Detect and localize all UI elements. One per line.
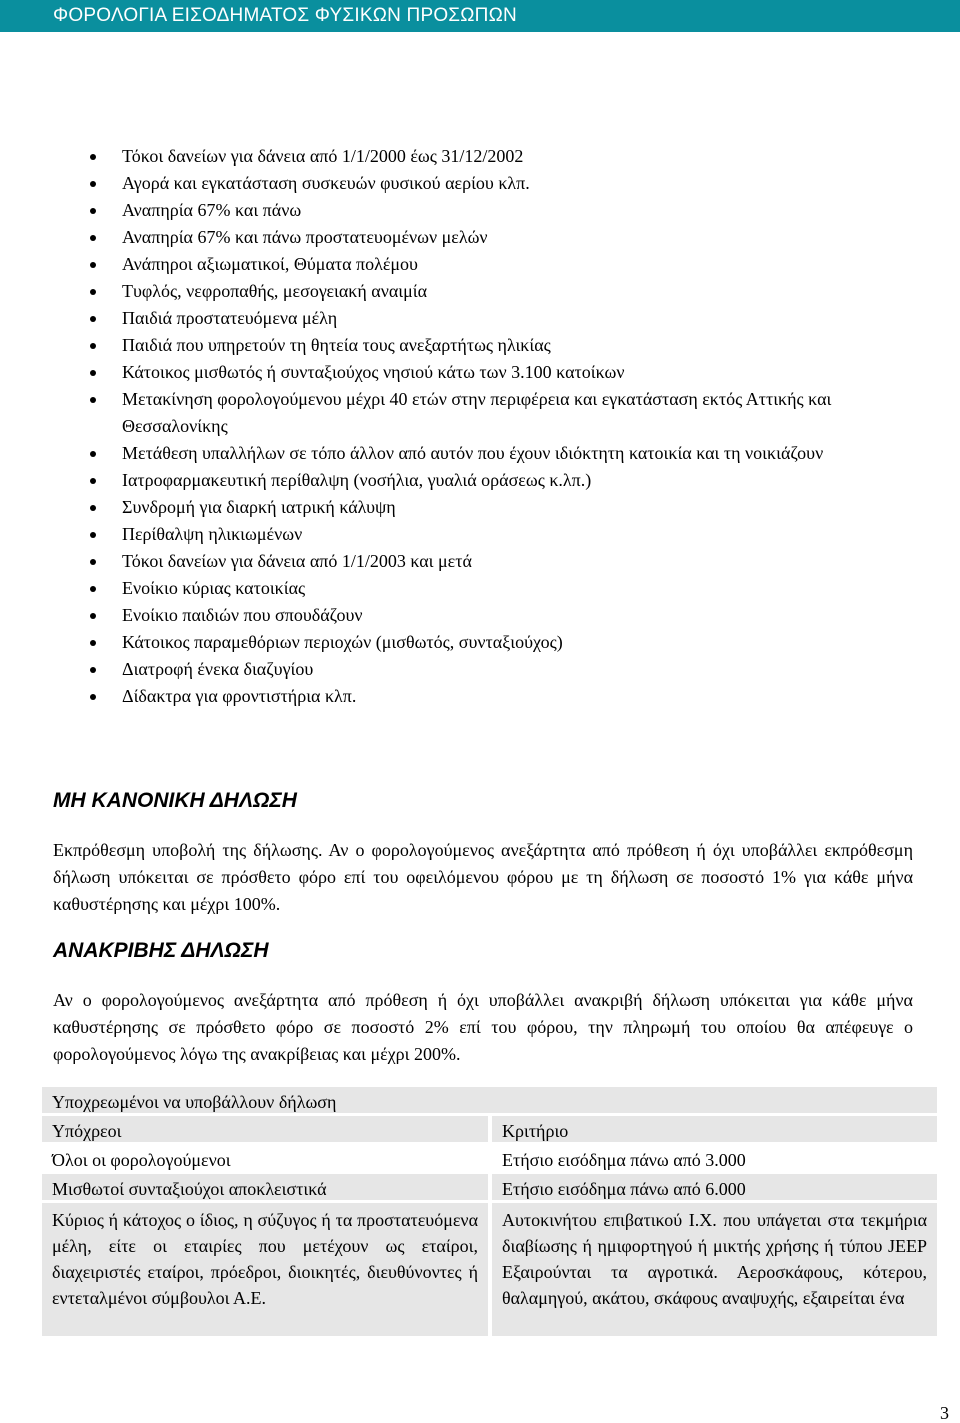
- bullet-icon: [90, 613, 96, 619]
- list-item: Ενοίκιο κύριας κατοικίας: [122, 575, 922, 602]
- list-item: Τόκοι δανείων για δάνεια από 1/1/2000 έως 31/12/2002: [122, 143, 922, 170]
- list-item: Ιατροφαρμακευτική περίθαλψη (νοσήλια, γυαλιά οράσεως κ.λπ.): [122, 467, 922, 494]
- list-item: Αναπηρία 67% και πάνω: [122, 197, 922, 224]
- bullet-icon: [90, 532, 96, 538]
- list-item: Κάτοικος μισθωτός ή συνταξιούχος νησιού κάτω των 3.100 κατοίκων: [122, 359, 922, 386]
- bullet-icon: [90, 478, 96, 484]
- list-item: Κάτοικος παραμεθόριων περιοχών (μισθωτός, συνταξιούχος): [122, 629, 922, 656]
- page-header: ΦΟΡΟΛΟΓΙΑ ΕΙΣΟΔΗΜΑΤΟΣ ΦΥΣΙΚΩΝ ΠΡΟΣΩΠΩΝ: [0, 0, 960, 32]
- bullet-icon: [90, 505, 96, 511]
- header-cell-criterion: Κριτήριο: [492, 1116, 937, 1142]
- bullet-icon: [90, 262, 96, 268]
- bullet-icon: [90, 370, 96, 376]
- bullet-icon: [90, 235, 96, 241]
- bullet-icon: [90, 640, 96, 646]
- deductions-list: [122, 143, 922, 710]
- list-item: Παιδιά που υπηρετούν τη θητεία τους ανεξαρτήτως ηλικίας: [122, 332, 922, 359]
- list-item: Περίθαλψη ηλικιωμένων: [122, 521, 922, 548]
- bullet-icon: [90, 559, 96, 565]
- late-filing-text: Εκπρόθεσμη υποβολή της δήλωσης. Αν ο φορολογούμενος ανεξάρτητα από πρόθεση ή όχι υποβάλλει εκπρόθεσμη δήλωση υπόκειται σε πρόσθετο φόρο επί του οφειλόμενου φόρου με τη δήλωση σε ποσοστό 1% για κάθε μήνα καθυστέρησης και μέχρι 100%.: [53, 840, 913, 914]
- header-cell-obligors: Υπόχρεοι: [42, 1116, 488, 1142]
- table-row: [42, 1145, 937, 1174]
- bullet-icon: [90, 289, 96, 295]
- table-row: [42, 1174, 937, 1203]
- list-item: Τόκοι δανείων για δάνεια από 1/1/2003 και μετά: [122, 548, 922, 575]
- bullet-icon: [90, 343, 96, 349]
- table-header-row: [42, 1116, 937, 1145]
- list-item: Αγορά και εγκατάσταση συσκευών φυσικού αερίου κλπ.: [122, 170, 922, 197]
- list-item: Διατροφή ένεκα διαζυγίου: [122, 656, 922, 683]
- filing-obligation-table: [42, 1087, 937, 1339]
- table-cell: Κύριος ή κάτοχος ο ίδιος, η σύζυγος ή τα προστατευόμενα μέλη, είτε οι εταιρίες που μετέχουν ως εταίροι, διαχειριστές εταίροι, πρόεδροι, διοικητές, διευθύνοντες ή εντεταλμένοι σύμβουλοι Α.Ε.: [42, 1203, 488, 1336]
- table-cell: Όλοι οι φορολογούμενοι: [52, 1150, 231, 1170]
- list-item: Μετακίνηση φορολογούμενου μέχρι 40 ετών στην περιφέρεια και εγκατάσταση εκτός Αττικής και Θεσσαλονίκης: [122, 386, 922, 440]
- list-item: Ανάπηροι αξιωματικοί, Θύματα πολέμου: [122, 251, 922, 278]
- list-item: Δίδακτρα για φροντιστήρια κλπ.: [122, 683, 922, 710]
- list-item: Ενοίκιο παιδιών που σπουδάζουν: [122, 602, 922, 629]
- inaccurate-filing-title: ΑΝΑΚΡΙΒΗΣ ΔΗΛΩΣΗ: [53, 939, 269, 962]
- table-cell: Ετήσιο εισόδημα πάνω από 3.000: [502, 1150, 746, 1170]
- bullet-icon: [90, 667, 96, 673]
- bullet-icon: [90, 316, 96, 322]
- bullet-icon: [90, 397, 96, 403]
- bullet-icon: [90, 181, 96, 187]
- bullet-icon: [90, 154, 96, 160]
- inaccurate-filing-text: Αν ο φορολογούμενος ανεξάρτητα από πρόθεση ή όχι υποβάλλει ανακριβή δήλωση υπόκειται για κάθε μήνα καθυστέρησης σε πρόσθετο φόρο σε ποσοστό 2% επί του φόρου, την πληρωμή του οποίου θα απέφευγε ο φορολογούμενος λόγω της ανακρίβειας και μέχρι 200%.: [53, 990, 913, 1064]
- bullet-icon: [90, 586, 96, 592]
- list-item: Αναπηρία 67% και πάνω προστατευομένων μελών: [122, 224, 922, 251]
- list-item: Τυφλός, νεφροπαθής, μεσογειακή αναιμία: [122, 278, 922, 305]
- table-title-row: [42, 1087, 937, 1116]
- table-cell: Ετήσιο εισόδημα πάνω από 6.000: [492, 1174, 937, 1200]
- table-cell: Αυτοκινήτου επιβατικού Ι.Χ. που υπάγεται στα τεκμήρια διαβίωσης ή ημιφορτηγού ή μικτής χρήσης ή τύπου JEEP Εξαιρούνται τα αγροτικά. Αεροσκάφους, κότερου, θαλαμηγού, ακάτου, σκάφους αναψυχής, εξαιρείται ένα: [492, 1203, 937, 1336]
- list-item: Μετάθεση υπαλλήλων σε τόπο άλλον από αυτόν που έχουν ιδιόκτητη κατοικία και τη νοικιάζουν: [122, 440, 922, 467]
- table-title: Υποχρεωμένοι να υποβάλλουν δήλωση: [42, 1087, 937, 1113]
- list-item: Παιδιά προστατευόμενα μέλη: [122, 305, 922, 332]
- page-number: 3: [940, 1403, 949, 1423]
- table-cell: Μισθωτοί συνταξιούχοι αποκλειστικά: [42, 1174, 488, 1200]
- table-row: [42, 1203, 937, 1339]
- bullet-icon: [90, 451, 96, 457]
- bullet-icon: [90, 208, 96, 214]
- bullet-icon: [90, 694, 96, 700]
- list-item: Συνδρομή για διαρκή ιατρική κάλυψη: [122, 494, 922, 521]
- late-filing-title: ΜΗ ΚΑΝΟΝΙΚΗ ΔΗΛΩΣΗ: [53, 789, 297, 812]
